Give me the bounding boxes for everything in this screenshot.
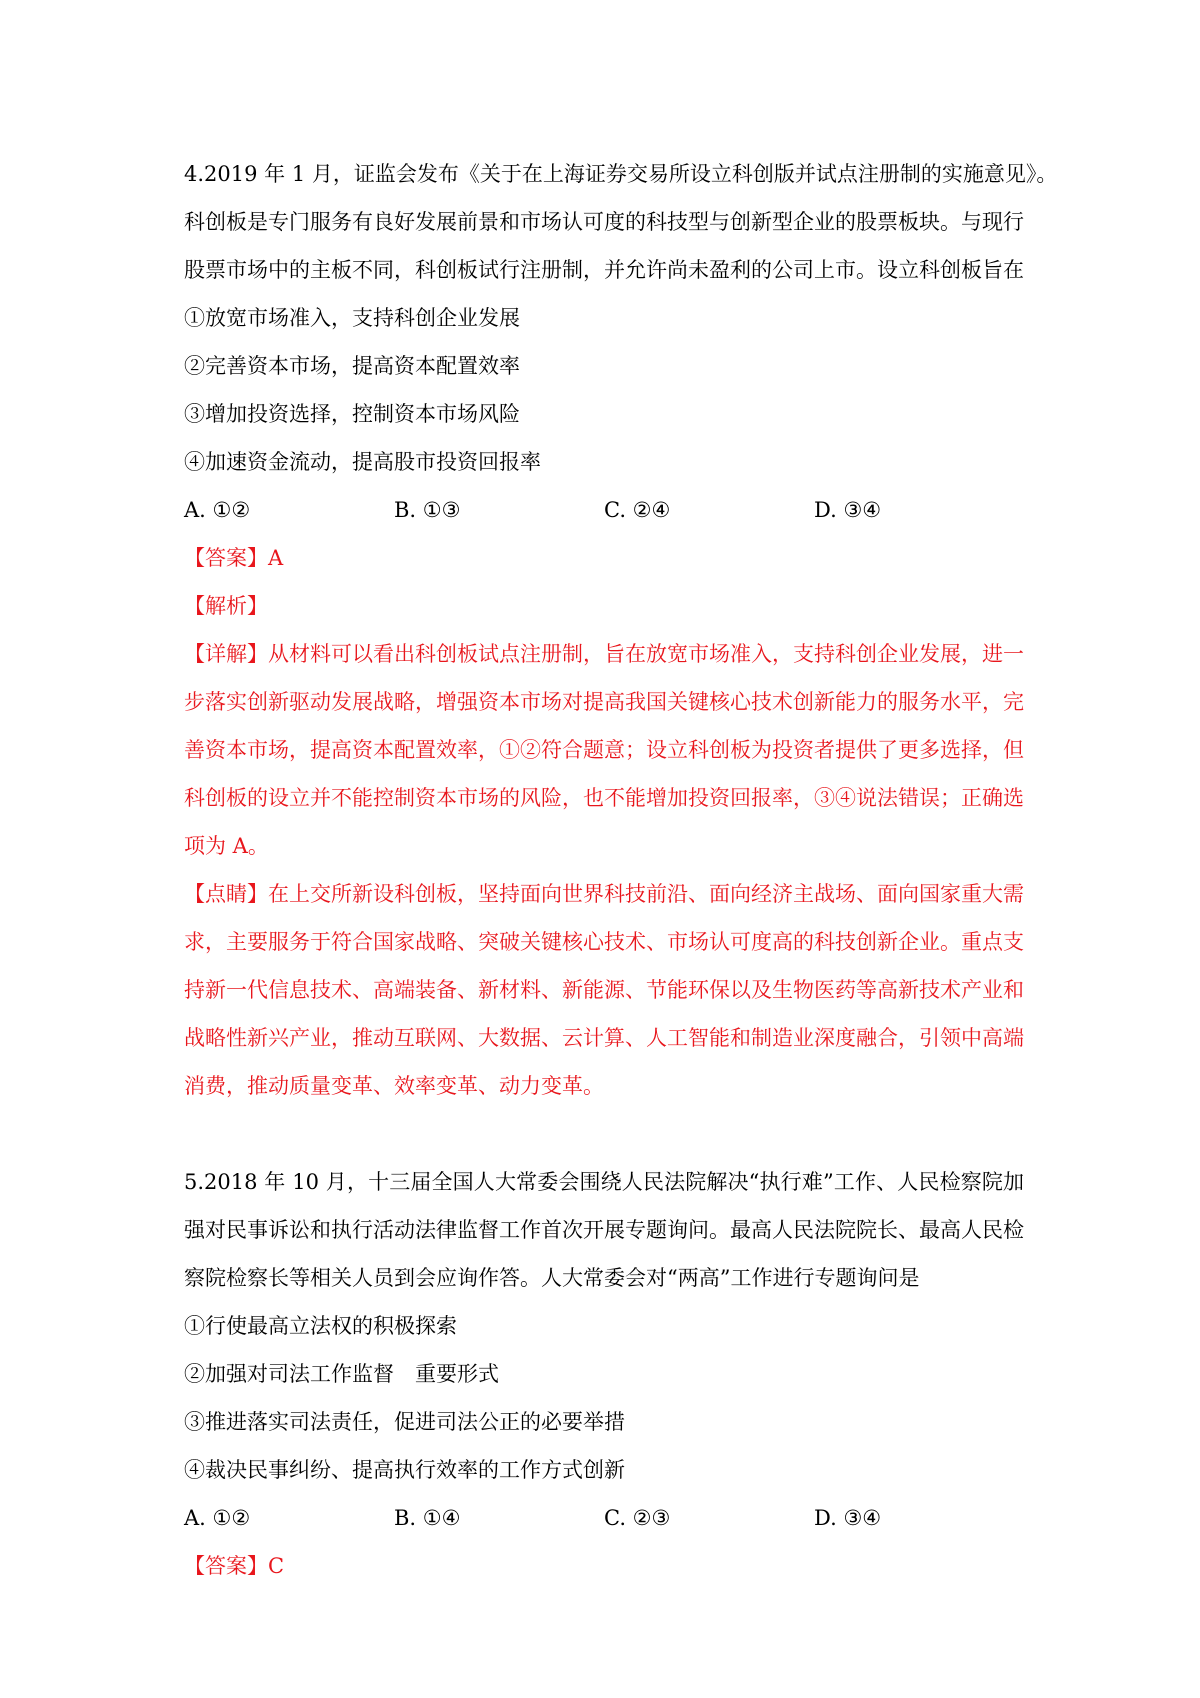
q4-option-c: C. ②④ [604,498,671,522]
q4-detail-line-4: 科创板的设立并不能控制资本市场的风险，也不能增加投资回报率，③④说法错误；正确选 [184,786,1024,810]
q4-tip-line-3: 持新一代信息技术、高端装备、新材料、新能源、节能环保以及生物医药等高新技术产业和 [184,978,1024,1002]
q4-tip-line-1: 【点睛】在上交所新设科创板，坚持面向世界科技前沿、面向经济主战场、面向国家重大需 [184,882,1024,906]
document-page [184,150,1058,1590]
q5-option-d: D. ③④ [814,1506,882,1530]
q4-tip-line-4: 战略性新兴产业，推动互联网、大数据、云计算、人工智能和制造业深度融合，引领中高端 [184,1026,1024,1050]
q4-analysis-label: 【解析】 [184,594,268,618]
question-4 [184,150,1058,1110]
q5-option-b: B. ①④ [394,1506,461,1530]
q4-item-4: ④加速资金流动，提高股市投资回报率 [184,450,541,474]
q4-item-1: ①放宽市场准入，支持科创企业发展 [184,306,520,330]
q4-options [184,486,1024,534]
q4-detail-line-2: 步落实创新驱动发展战略，增强资本市场对提高我国关键核心技术创新能力的服务水平，完 [184,690,1024,714]
q5-stem-line-1: 5.2018 年 10 月，十三届全国人大常委会围绕人民法院解决“执行难”工作、人民检察院加 [184,1170,1024,1194]
q5-item-2: ②加强对司法工作监督 重要形式 [184,1362,499,1386]
q5-item-4: ④裁决民事纠纷、提高执行效率的工作方式创新 [184,1458,625,1482]
q5-options [184,1494,1024,1542]
question-spacer [184,1110,1024,1158]
q4-detail-line-1: 【详解】从材料可以看出科创板试点注册制，旨在放宽市场准入，支持科创企业发展，进一 [184,642,1024,666]
q4-option-a: A. ①② [184,498,251,522]
q4-stem-line-1: 4.2019 年 1 月，证监会发布《关于在上海证券交易所设立科创版并试点注册制的实施意见》。 [184,162,1058,186]
q5-item-1: ①行使最高立法权的积极探索 [184,1314,457,1338]
q5-answer: 【答案】C [184,1554,285,1578]
question-5 [184,1158,1024,1590]
q4-option-b: B. ①③ [394,498,461,522]
q4-tip-line-2: 求，主要服务于符合国家战略、突破关键核心技术、市场认可度高的科技创新企业。重点支 [184,930,1024,954]
q4-tip-line-5: 消费，推动质量变革、效率变革、动力变革。 [184,1074,604,1098]
q5-option-c: C. ②③ [604,1506,671,1530]
q4-stem-line-3: 股票市场中的主板不同，科创板试行注册制，并允许尚未盈利的公司上市。设立科创板旨在 [184,258,1024,282]
q5-stem-line-3: 察院检察长等相关人员到会应询作答。人大常委会对“两高”工作进行专题询问是 [184,1266,920,1290]
q5-option-a: A. ①② [184,1506,251,1530]
q4-item-3: ③增加投资选择，控制资本市场风险 [184,402,520,426]
q4-item-2: ②完善资本市场，提高资本配置效率 [184,354,520,378]
q5-stem-line-2: 强对民事诉讼和执行活动法律监督工作首次开展专题询问。最高人民法院院长、最高人民检 [184,1218,1024,1242]
q4-detail-line-3: 善资本市场，提高资本配置效率，①②符合题意；设立科创板为投资者提供了更多选择，但 [184,738,1024,762]
q5-item-3: ③推进落实司法责任，促进司法公正的必要举措 [184,1410,625,1434]
q4-detail-line-5: 项为 A。 [184,834,269,858]
q4-answer: 【答案】A [184,546,284,570]
q4-stem-line-2: 科创板是专门服务有良好发展前景和市场认可度的科技型与创新型企业的股票板块。与现行 [184,210,1024,234]
q4-option-d: D. ③④ [814,498,882,522]
